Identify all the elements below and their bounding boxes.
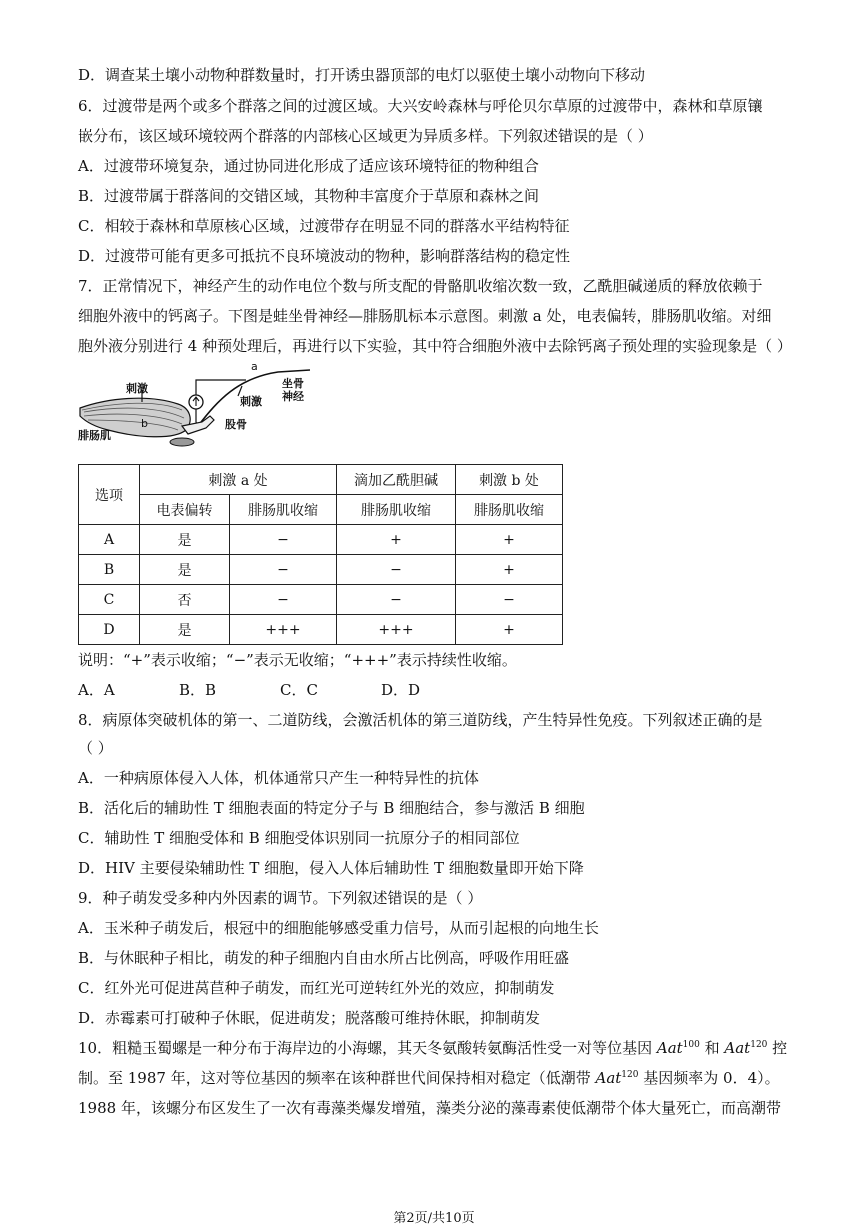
- nerve-muscle-figure: [78, 360, 318, 452]
- allele-superscript: 100: [682, 1040, 700, 1050]
- nerve-label-line-1: 坐骨: [282, 377, 304, 390]
- table-cell: 是: [140, 555, 230, 585]
- q8-option-c: C．辅助性 T 细胞受体和 B 细胞受体识别同一抗原分子的相同部位: [78, 829, 520, 847]
- table-cell: 否: [140, 585, 230, 615]
- header-stimulate-b: 刺激 b 处: [456, 465, 563, 495]
- q8-stem-line-2: （ ）: [78, 739, 113, 757]
- table-row: [79, 525, 563, 555]
- muscle-label: 腓肠肌: [78, 429, 111, 442]
- table-cell: C: [79, 585, 140, 615]
- table-cell: +++: [230, 615, 337, 645]
- q10-stem-line-2: [78, 1069, 780, 1087]
- header-option: 选项: [79, 465, 140, 525]
- table-cell: −: [456, 585, 563, 615]
- table-row: [79, 585, 563, 615]
- subheader-contraction: 腓肠肌收缩: [230, 495, 337, 525]
- stimulus-label-b: 刺激: [126, 382, 148, 395]
- point-a-label: a: [251, 360, 258, 373]
- q10-text: 10．粗糙玉蜀螺是一种分布于海岸边的小海螺，其天冬氨酸转氨酶活性受一对等位基因: [78, 1039, 657, 1057]
- table-cell: 是: [140, 615, 230, 645]
- q7-option-d: D．D: [381, 681, 421, 699]
- q10-stem-line-3: 1988 年，该螺分布区发生了一次有毒藻类爆发增殖，藻类分泌的藻毒素使低潮带个体大量死亡，而高潮带: [78, 1099, 781, 1117]
- table-cell: +: [456, 525, 563, 555]
- table-cell: +: [456, 615, 563, 645]
- q6-option-d: D．过渡带可能有更多可抵抗不良环境波动的物种，影响群落结构的稳定性: [78, 247, 571, 265]
- nerve-label-line-2: 神经: [282, 390, 304, 403]
- table-cell: −: [230, 585, 337, 615]
- table-row: [79, 555, 563, 585]
- allele-superscript: 120: [750, 1040, 768, 1050]
- q7-option-b: B．B: [179, 681, 217, 699]
- q6-option-c: C．相较于森林和草原核心区域，过渡带存在明显不同的群落水平结构特征: [78, 217, 570, 235]
- gene-symbol: Aat: [656, 1039, 683, 1057]
- table-row: [79, 615, 563, 645]
- q10-text: 制。至 1987 年，这对等位基因的频率在该种群世代间保持相对稳定（低潮带: [78, 1069, 596, 1087]
- table-cell: +: [456, 555, 563, 585]
- q7-option-a: A．A: [78, 681, 115, 699]
- q9-option-c: C．红外光可促进莴苣种子萌发，而红光可逆转红外光的效应，抑制萌发: [78, 979, 555, 997]
- header-stimulate-a: 刺激 a 处: [140, 465, 337, 495]
- table-cell: −: [337, 585, 456, 615]
- q7-options: [78, 681, 482, 699]
- q8-stem-line-1: 8．病原体突破机体的第一、二道防线，会激活机体的第三道防线，产生特异性免疫。下列叙述正确的是: [78, 711, 763, 729]
- q7-stem-line-1: 7．正常情况下，神经产生的动作电位个数与所支配的骨骼肌收缩次数一致，乙酰胆碱递质的释放依赖于: [78, 277, 763, 295]
- q9-stem: 9．种子萌发受多种内外因素的调节。下列叙述错误的是（ ）: [78, 889, 483, 907]
- subheader-meter-deflection: 电表偏转: [140, 495, 230, 525]
- q9-option-a: A．玉米种子萌发后，根冠中的细胞能够感受重力信号，从而引起根的向地生长: [78, 919, 599, 937]
- gene-symbol: Aat: [595, 1069, 622, 1087]
- allele-superscript: 120: [621, 1070, 639, 1080]
- q8-option-a: A．一种病原体侵入人体，机体通常只产生一种特异性的抗体: [78, 769, 479, 787]
- nerve-muscle-diagram: [78, 360, 318, 452]
- table-cell: B: [79, 555, 140, 585]
- q6-option-a: A．过渡带环境复杂，通过协同进化形成了适应该环境特征的物种组合: [78, 157, 539, 175]
- table-cell: 是: [140, 525, 230, 555]
- point-b-label: b: [141, 417, 148, 430]
- q6-option-b: B．过渡带属于群落间的交错区域，其物种丰富度介于草原和森林之间: [78, 187, 540, 205]
- q6-stem-line-2: 嵌分布，该区域环境较两个群落的内部核心区域更为异质多样。下列叙述错误的是（ ）: [78, 127, 653, 145]
- q8-option-d: D．HIV 主要侵染辅助性 T 细胞，侵入人体后辅助性 T 细胞数量即开始下降: [78, 859, 584, 877]
- page-footer: 第2页/共10页: [393, 1211, 475, 1226]
- femur-label: 股骨: [225, 418, 247, 431]
- q7-stem-line-3: 胞外液分别进行 4 种预处理后，再进行以下实验，其中符合细胞外液中去除钙离子预处理的实验现象是（ ）: [78, 337, 792, 355]
- subheader-contraction: 腓肠肌收缩: [456, 495, 563, 525]
- gene-symbol: Aat: [724, 1039, 751, 1057]
- q5-option-d: D．调查某土壤小动物种群数量时，打开诱虫器顶部的电灯以驱使土壤小动物向下移动: [78, 66, 646, 84]
- table-cell: +++: [337, 615, 456, 645]
- q9-option-b: B．与休眠种子相比，萌发的种子细胞内自由水所占比例高，呼吸作用旺盛: [78, 949, 570, 967]
- q10-stem-line-1: [78, 1039, 787, 1057]
- q10-text: 基因频率为 0．4）。: [638, 1069, 780, 1087]
- table-cell: D: [79, 615, 140, 645]
- header-acetylcholine: 滴加乙酰胆碱: [337, 465, 456, 495]
- table-cell: −: [230, 525, 337, 555]
- q10-text: 控: [767, 1039, 788, 1057]
- table-cell: A: [79, 525, 140, 555]
- q7-option-c: C．C: [280, 681, 318, 699]
- table-cell: +: [337, 525, 456, 555]
- q7-stem-line-2: 细胞外液中的钙离子。下图是蛙坐骨神经—腓肠肌标本示意图。刺激 a 处，电表偏转，腓肠肌收缩。对细: [78, 307, 772, 325]
- table-cell: −: [337, 555, 456, 585]
- table-legend-note: 说明：“+”表示收缩；“−”表示无收缩；“+++”表示持续性收缩。: [78, 651, 517, 669]
- q8-option-b: B．活化后的辅助性 T 细胞表面的特定分子与 B 细胞结合，参与激活 B 细胞: [78, 799, 585, 817]
- subheader-contraction: 腓肠肌收缩: [337, 495, 456, 525]
- q6-stem-line-1: 6．过渡带是两个或多个群落之间的过渡区域。大兴安岭森林与呼伦贝尔草原的过渡带中，森林和草原镶: [78, 97, 763, 115]
- experiment-table: [78, 464, 563, 645]
- q9-option-d: D．赤霉素可打破种子休眠，促进萌发；脱落酸可维持休眠，抑制萌发: [78, 1009, 541, 1027]
- stimulus-label-a: 刺激: [240, 395, 262, 408]
- q10-text: 和: [699, 1039, 725, 1057]
- table-cell: −: [230, 555, 337, 585]
